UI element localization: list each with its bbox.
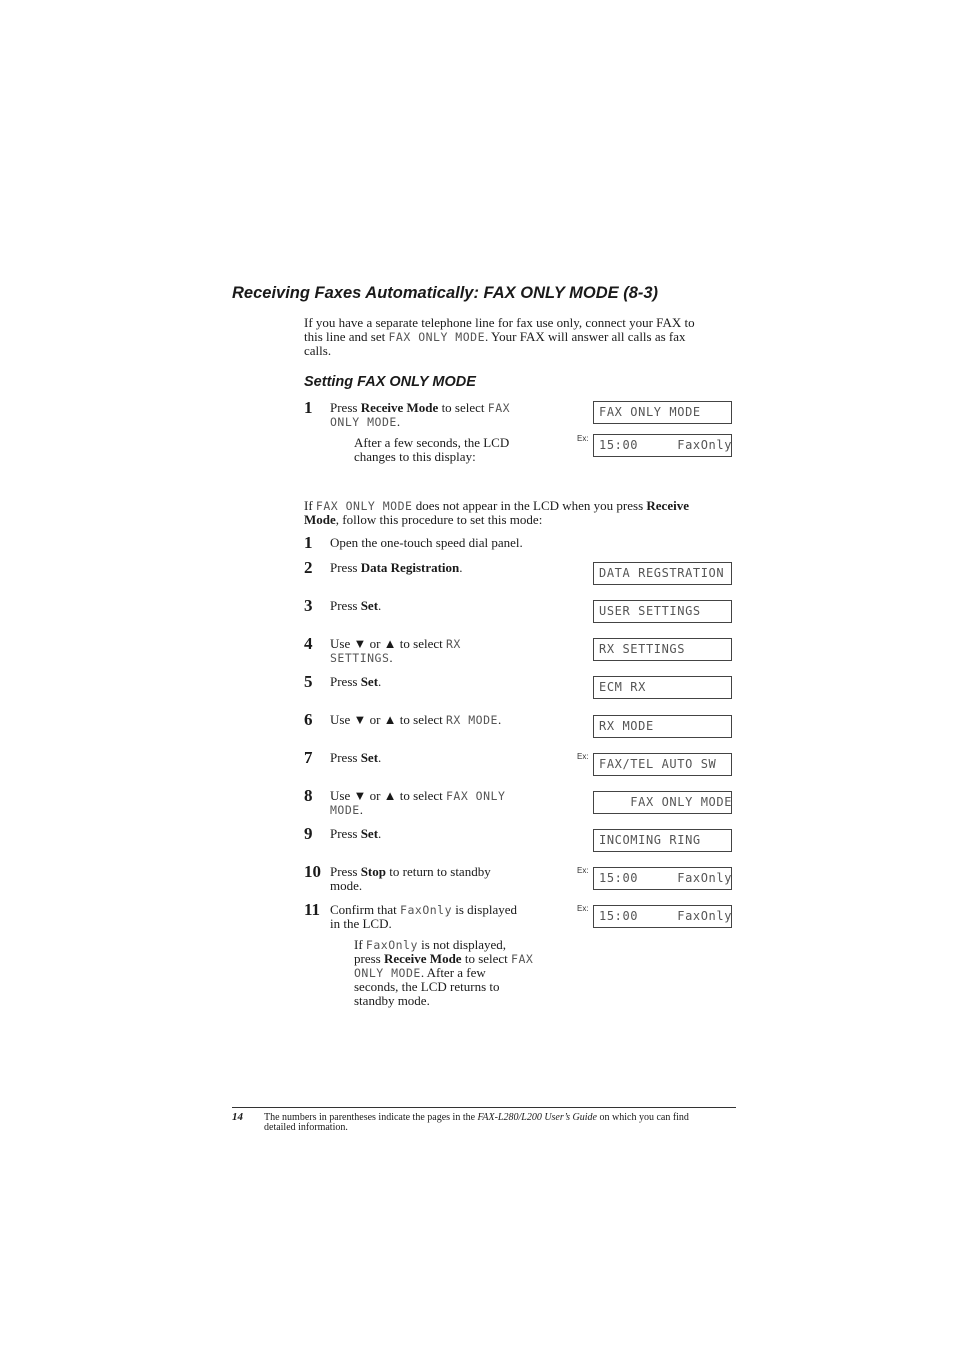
lcd-display: ECM RX — [593, 676, 732, 699]
page-heading: Receiving Faxes Automatically: FAX ONLY MODE (8-3) — [232, 284, 659, 302]
footnote: The numbers in parentheses indicate the pages in the FAX-L280/L200 User’s Guide on which you can find detailed information. — [264, 1112, 689, 1133]
lcd-display: 15:00 FaxOnly — [593, 867, 732, 890]
step-number: 2 — [304, 558, 313, 577]
intro-line-3: calls. — [304, 343, 332, 358]
lcd-display: FAX ONLY MODE — [593, 791, 732, 814]
intro-line-1: If you have a separate telephone line for fax use only, connect your FAX to — [304, 315, 695, 330]
example-label: Ex: — [577, 752, 589, 761]
step-note: After a few seconds, the LCD changes to this display: — [354, 435, 510, 464]
step-number: 7 — [304, 748, 313, 767]
lcd-display: RX SETTINGS — [593, 638, 732, 661]
section-subheading: Setting FAX ONLY MODE — [304, 374, 476, 390]
step-instruction: Press Set. — [330, 826, 382, 841]
lcd-text-inline: FAX ONLY MODE — [388, 330, 486, 344]
example-label: Ex: — [577, 904, 589, 913]
lcd-display: FAX/TEL AUTO SW — [593, 753, 732, 776]
lcd-display: INCOMING RING — [593, 829, 732, 852]
step-instruction: Press Set. — [330, 598, 382, 613]
step-number: 1 — [304, 398, 313, 417]
step-instruction: Press Set. — [330, 674, 382, 689]
footer-rule — [232, 1107, 736, 1108]
step-instruction: Use ▼ or ▲ to select FAX ONLY MODE. — [330, 788, 506, 817]
example-label: Ex: — [577, 434, 589, 443]
conditional-paragraph: If FAX ONLY MODE does not appear in the LCD when you press Receive Mode, follow this procedure to set this mode: — [304, 498, 689, 527]
step-number: 11 — [304, 900, 321, 919]
lcd-display: DATA REGSTRATION — [593, 562, 732, 585]
lcd-display: FAX ONLY MODE — [593, 401, 732, 424]
step-number: 9 — [304, 824, 313, 843]
intro-line-2: this line and set FAX ONLY MODE. Your FAX will answer all calls as fax — [304, 329, 686, 344]
step-instruction: Press Stop to return to standby mode. — [330, 864, 491, 893]
lcd-display: 15:00 FaxOnly — [593, 905, 732, 928]
step-instruction: Press Set. — [330, 750, 382, 765]
step-note: If FaxOnly is not displayed, press Receive Mode to select FAX ONLY MODE. After a few seconds, the LCD returns to standby mode. — [354, 937, 534, 1008]
page-number: 14 — [232, 1111, 243, 1123]
example-label: Ex: — [577, 866, 589, 875]
step-number: 3 — [304, 596, 313, 615]
step-number: 5 — [304, 672, 313, 691]
step-instruction: Open the one-touch speed dial panel. — [330, 535, 523, 550]
step-instruction: Confirm that FaxOnly is displayed in the LCD. — [330, 902, 518, 931]
step-number: 1 — [304, 533, 313, 552]
step-number: 10 — [304, 862, 321, 881]
step-number: 6 — [304, 710, 313, 729]
step-instruction: Press Data Registration. — [330, 560, 463, 575]
step-instruction: Press Receive Mode to select FAX ONLY MODE. — [330, 400, 511, 429]
step-instruction: Use ▼ or ▲ to select RX SETTINGS. — [330, 636, 461, 665]
intro-paragraph — [304, 316, 734, 358]
step-number: 4 — [304, 634, 313, 653]
step-number: 8 — [304, 786, 313, 805]
step-instruction: Use ▼ or ▲ to select RX MODE. — [330, 712, 502, 727]
lcd-display: RX MODE — [593, 715, 732, 738]
lcd-display: 15:00 FaxOnly — [593, 434, 732, 457]
lcd-display: USER SETTINGS — [593, 600, 732, 623]
